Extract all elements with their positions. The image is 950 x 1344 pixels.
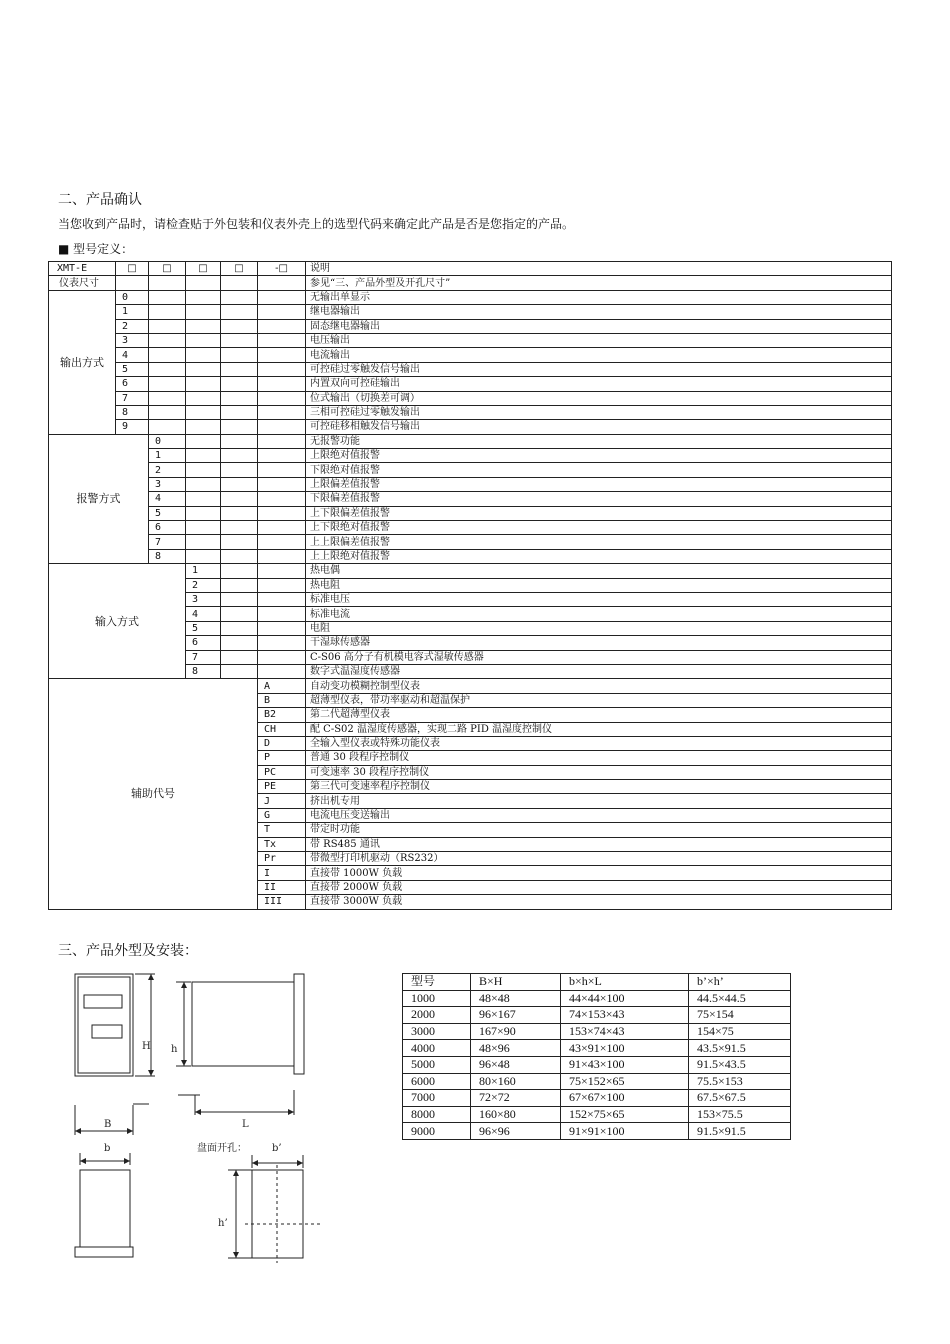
- empty-cell: [258, 449, 306, 463]
- code-cell: I: [258, 866, 306, 880]
- display-window-lower: [92, 1025, 122, 1038]
- code-cell: 3: [116, 333, 149, 347]
- empty-cell: [258, 636, 306, 650]
- label-b-prime: b’: [272, 1143, 282, 1154]
- empty-cell: [186, 549, 221, 563]
- empty-cell: [186, 492, 221, 506]
- dim-header-row: [403, 974, 791, 991]
- empty-cell: [186, 391, 221, 405]
- dim-cell: 44×44×100: [561, 990, 689, 1007]
- dim-cell: 2000: [403, 1007, 471, 1024]
- empty-cell: [149, 290, 186, 304]
- code-cell: Tx: [258, 837, 306, 851]
- model-definition-label: ■ 型号定义：: [58, 242, 134, 256]
- empty-cell: [258, 333, 306, 347]
- desc-cell: 数字式温湿度传感器: [306, 664, 892, 678]
- dim-cell: 91×43×100: [561, 1056, 689, 1073]
- code-cell: 3: [149, 477, 186, 491]
- dim-cell: 80×160: [471, 1073, 561, 1090]
- section2-heading: 二、产品确认: [58, 192, 142, 208]
- dim-row: [403, 1090, 791, 1107]
- code-cell: 3: [186, 592, 221, 606]
- code-cell: II: [258, 880, 306, 894]
- code-cell: 8: [186, 664, 221, 678]
- empty-cell: [258, 463, 306, 477]
- group-label: 报警方式: [49, 434, 149, 564]
- dim-cell: 75×154: [689, 1007, 791, 1024]
- code-cell: 1: [186, 564, 221, 578]
- code-cell: 8: [116, 405, 149, 419]
- empty-cell: [186, 521, 221, 535]
- header-row: [49, 262, 892, 276]
- label-cutout: 盘面开孔：: [197, 1143, 247, 1154]
- code-cell: PE: [258, 780, 306, 794]
- empty-cell: [221, 521, 258, 535]
- empty-cell: [186, 506, 221, 520]
- desc-cell: 电流电压变送输出: [306, 808, 892, 822]
- dim-cell: 153×74×43: [561, 1023, 689, 1040]
- empty-cell: [221, 333, 258, 347]
- code-cell: 4: [116, 348, 149, 362]
- empty-cell: [149, 333, 186, 347]
- desc-cell: 普通 30 段程序控制仪: [306, 751, 892, 765]
- empty-cell: [221, 578, 258, 592]
- code-cell: 1: [149, 449, 186, 463]
- code-cell: G: [258, 808, 306, 822]
- desc-cell: 固态继电器输出: [306, 319, 892, 333]
- desc-cell: 带定时功能: [306, 823, 892, 837]
- empty-cell: [258, 377, 306, 391]
- label-B: B: [104, 1119, 112, 1130]
- code-cell: 7: [149, 535, 186, 549]
- desc-cell: 超薄型仪表，带功率驱动和超温保护: [306, 693, 892, 707]
- empty-cell: [221, 305, 258, 319]
- empty-cell: [258, 434, 306, 448]
- empty-cell: [221, 362, 258, 376]
- desc-cell: 上限偏差值报警: [306, 477, 892, 491]
- code-cell: 6: [116, 377, 149, 391]
- table-row: [49, 319, 892, 333]
- mounting-diagram: [60, 965, 330, 1265]
- empty-cell: [258, 535, 306, 549]
- dim-cell: 160×80: [471, 1106, 561, 1123]
- empty-cell: [221, 405, 258, 419]
- empty-cell: [221, 348, 258, 362]
- code-cell: B2: [258, 708, 306, 722]
- code-cell: D: [258, 736, 306, 750]
- empty-cell: [221, 319, 258, 333]
- code-cell: A: [258, 679, 306, 693]
- dim-cell: 6000: [403, 1073, 471, 1090]
- dim-header-cell: b×h×L: [561, 974, 689, 991]
- dim-cell: 91×91×100: [561, 1123, 689, 1140]
- size-row: [49, 276, 892, 290]
- code-cell: 1: [116, 305, 149, 319]
- dim-cell: 152×75×65: [561, 1106, 689, 1123]
- empty-cell: [186, 405, 221, 419]
- desc-cell: 下限绝对值报警: [306, 463, 892, 477]
- dim-cell: 43×91×100: [561, 1040, 689, 1057]
- empty-cell: [258, 319, 306, 333]
- empty-cell: [116, 276, 149, 290]
- desc-cell: 热电偶: [306, 564, 892, 578]
- empty-cell: [186, 477, 221, 491]
- empty-cell: [221, 535, 258, 549]
- group-label: 输出方式: [49, 290, 116, 434]
- dim-header-cell: b’×h’: [689, 974, 791, 991]
- table-row: [49, 434, 892, 448]
- desc-cell: C-S06 高分子有机模电容式湿敏传感器: [306, 650, 892, 664]
- dim-cell: 75×152×65: [561, 1073, 689, 1090]
- desc-cell: 标准电流: [306, 607, 892, 621]
- empty-cell: [221, 434, 258, 448]
- empty-cell: [221, 650, 258, 664]
- dim-cell: 5000: [403, 1056, 471, 1073]
- empty-cell: [149, 276, 186, 290]
- empty-cell: [258, 305, 306, 319]
- desc-cell: 无报警功能: [306, 434, 892, 448]
- dim-row: [403, 1023, 791, 1040]
- desc-cell: 上限绝对值报警: [306, 449, 892, 463]
- empty-cell: [258, 664, 306, 678]
- desc-cell: 可控硅移相触发信号输出: [306, 420, 892, 434]
- empty-cell: [221, 492, 258, 506]
- dim-cell: 1000: [403, 990, 471, 1007]
- empty-cell: [186, 276, 221, 290]
- display-window-upper: [84, 995, 122, 1008]
- code-cell: 5: [149, 506, 186, 520]
- empty-cell: [149, 362, 186, 376]
- group-label: 输入方式: [49, 564, 186, 679]
- desc-cell: 标准电压: [306, 592, 892, 606]
- table-row: [49, 535, 892, 549]
- empty-cell: [186, 420, 221, 434]
- desc-cell: 无输出单显示: [306, 290, 892, 304]
- header-cell: □: [116, 262, 149, 276]
- dim-row: [403, 1007, 791, 1024]
- dim-cell: 96×167: [471, 1007, 561, 1024]
- table-row: [49, 564, 892, 578]
- label-L: L: [242, 1119, 249, 1130]
- empty-cell: [221, 621, 258, 635]
- dim-cell: 154×75: [689, 1023, 791, 1040]
- dim-cell: 67×67×100: [561, 1090, 689, 1107]
- empty-cell: [221, 564, 258, 578]
- desc-cell: 下限偏差值报警: [306, 492, 892, 506]
- dim-cell: 91.5×91.5: [689, 1123, 791, 1140]
- empty-cell: [221, 549, 258, 563]
- dim-cell: 96×96: [471, 1123, 561, 1140]
- rear-body-outline: [80, 1170, 130, 1247]
- desc-cell: 第二代超薄型仪表: [306, 708, 892, 722]
- code-cell: Pr: [258, 852, 306, 866]
- empty-cell: [186, 348, 221, 362]
- table-row: [49, 290, 892, 304]
- desc-cell: 干湿球传感器: [306, 636, 892, 650]
- desc-cell: 上下限偏差值报警: [306, 506, 892, 520]
- code-cell: PC: [258, 765, 306, 779]
- desc-cell: 热电阻: [306, 578, 892, 592]
- empty-cell: [221, 449, 258, 463]
- dim-row: [403, 1123, 791, 1140]
- desc-cell: 继电器输出: [306, 305, 892, 319]
- code-cell: 0: [149, 434, 186, 448]
- empty-cell: [258, 578, 306, 592]
- empty-cell: [258, 492, 306, 506]
- header-cell: □: [221, 262, 258, 276]
- empty-cell: [258, 477, 306, 491]
- empty-cell: [258, 276, 306, 290]
- dim-cell: 4000: [403, 1040, 471, 1057]
- dim-cell: 8000: [403, 1106, 471, 1123]
- table-row: [49, 305, 892, 319]
- code-cell: 0: [116, 290, 149, 304]
- dim-cell: 96×48: [471, 1056, 561, 1073]
- empty-cell: [258, 607, 306, 621]
- table-row: [49, 521, 892, 535]
- size-desc: 参见“三、产品外型及开孔尺寸”: [306, 276, 892, 290]
- desc-cell: 三相可控硅过零触发输出: [306, 405, 892, 419]
- empty-cell: [221, 607, 258, 621]
- side-body-outline: [192, 982, 294, 1066]
- code-cell: 6: [186, 636, 221, 650]
- label-h: h: [171, 1044, 178, 1055]
- dim-cell: 72×72: [471, 1090, 561, 1107]
- table-row: [49, 506, 892, 520]
- empty-cell: [221, 276, 258, 290]
- code-cell: 5: [116, 362, 149, 376]
- label-b: b: [104, 1143, 111, 1154]
- empty-cell: [149, 348, 186, 362]
- dim-row: [403, 1056, 791, 1073]
- desc-cell: 第三代可变速率程序控制仪: [306, 780, 892, 794]
- dim-cell: 74×153×43: [561, 1007, 689, 1024]
- dim-row: [403, 1106, 791, 1123]
- desc-cell: 自动变功模糊控制型仪表: [306, 679, 892, 693]
- empty-cell: [186, 319, 221, 333]
- empty-cell: [186, 449, 221, 463]
- section2-intro: 当您收到产品时，请检查贴于外包装和仪表外壳上的选型代码来确定此产品是否是您指定的产品。: [58, 217, 575, 231]
- desc-cell: 直接带 3000W 负载: [306, 895, 892, 909]
- dim-header-cell: B×H: [471, 974, 561, 991]
- dimension-table: [402, 973, 791, 1140]
- code-cell: 4: [186, 607, 221, 621]
- empty-cell: [186, 362, 221, 376]
- empty-cell: [149, 391, 186, 405]
- empty-cell: [258, 521, 306, 535]
- code-cell: J: [258, 794, 306, 808]
- empty-cell: [258, 290, 306, 304]
- table-row: [49, 333, 892, 347]
- empty-cell: [149, 319, 186, 333]
- desc-cell: 内置双向可控硅输出: [306, 377, 892, 391]
- dim-row: [403, 1073, 791, 1090]
- table-row: [49, 348, 892, 362]
- code-cell: 7: [116, 391, 149, 405]
- empty-cell: [149, 405, 186, 419]
- model-code-table: [48, 261, 892, 910]
- empty-cell: [258, 506, 306, 520]
- dim-cell: 167×90: [471, 1023, 561, 1040]
- desc-cell: 挤出机专用: [306, 794, 892, 808]
- code-cell: P: [258, 751, 306, 765]
- empty-cell: [258, 621, 306, 635]
- dim-row: [403, 1040, 791, 1057]
- empty-cell: [186, 333, 221, 347]
- dim-cell: 44.5×44.5: [689, 990, 791, 1007]
- desc-cell: 直接带 1000W 负载: [306, 866, 892, 880]
- desc-cell: 上下限绝对值报警: [306, 521, 892, 535]
- empty-cell: [186, 535, 221, 549]
- rear-bezel: [75, 1247, 133, 1257]
- size-label: 仪表尺寸: [49, 276, 116, 290]
- empty-cell: [149, 305, 186, 319]
- table-row: [49, 391, 892, 405]
- empty-cell: [258, 564, 306, 578]
- desc-cell: 带微型打印机驱动（RS232）: [306, 852, 892, 866]
- desc-cell: 带 RS485 通讯: [306, 837, 892, 851]
- dim-row: [403, 990, 791, 1007]
- empty-cell: [258, 405, 306, 419]
- dim-cell: 43.5×91.5: [689, 1040, 791, 1057]
- desc-cell: 直接带 2000W 负载: [306, 880, 892, 894]
- table-row: [49, 463, 892, 477]
- empty-cell: [149, 420, 186, 434]
- label-h-prime: h’: [218, 1218, 228, 1229]
- empty-cell: [186, 305, 221, 319]
- table-row: [49, 477, 892, 491]
- desc-cell: 可变速率 30 段程序控制仪: [306, 765, 892, 779]
- empty-cell: [258, 592, 306, 606]
- desc-cell: 位式输出（切换差可调）: [306, 391, 892, 405]
- header-cell: -□: [258, 262, 306, 276]
- code-cell: 7: [186, 650, 221, 664]
- desc-cell: 上上限偏差值报警: [306, 535, 892, 549]
- header-cell: □: [149, 262, 186, 276]
- code-cell: 4: [149, 492, 186, 506]
- table-row: [49, 420, 892, 434]
- empty-cell: [221, 636, 258, 650]
- code-cell: 8: [149, 549, 186, 563]
- code-cell: T: [258, 823, 306, 837]
- header-cell: □: [186, 262, 221, 276]
- group-label: 辅助代号: [49, 679, 258, 909]
- label-H: H: [142, 1041, 151, 1052]
- dim-cell: 153×75.5: [689, 1106, 791, 1123]
- empty-cell: [186, 463, 221, 477]
- empty-cell: [149, 377, 186, 391]
- dim-cell: 7000: [403, 1090, 471, 1107]
- empty-cell: [258, 362, 306, 376]
- code-cell: 2: [149, 463, 186, 477]
- empty-cell: [221, 477, 258, 491]
- header-cell: 说明: [306, 262, 892, 276]
- empty-cell: [221, 377, 258, 391]
- empty-cell: [221, 290, 258, 304]
- code-cell: B: [258, 693, 306, 707]
- code-cell: III: [258, 895, 306, 909]
- dim-cell: 9000: [403, 1123, 471, 1140]
- empty-cell: [186, 290, 221, 304]
- dim-cell: 91.5×43.5: [689, 1056, 791, 1073]
- desc-cell: 可控硅过零触发信号输出: [306, 362, 892, 376]
- empty-cell: [221, 664, 258, 678]
- dim-cell: 67.5×67.5: [689, 1090, 791, 1107]
- header-cell: XMT-E: [49, 262, 116, 276]
- table-row: [49, 679, 892, 693]
- code-cell: 5: [186, 621, 221, 635]
- desc-cell: 上上限绝对值报警: [306, 549, 892, 563]
- empty-cell: [221, 506, 258, 520]
- table-row: [49, 492, 892, 506]
- code-cell: 6: [149, 521, 186, 535]
- empty-cell: [258, 420, 306, 434]
- desc-cell: 电压输出: [306, 333, 892, 347]
- empty-cell: [258, 348, 306, 362]
- dim-cell: 48×96: [471, 1040, 561, 1057]
- empty-cell: [186, 434, 221, 448]
- code-cell: 9: [116, 420, 149, 434]
- table-row: [49, 549, 892, 563]
- dim-cell: 75.5×153: [689, 1073, 791, 1090]
- empty-cell: [186, 377, 221, 391]
- code-cell: 2: [186, 578, 221, 592]
- empty-cell: [258, 391, 306, 405]
- table-row: [49, 449, 892, 463]
- desc-cell: 电流输出: [306, 348, 892, 362]
- empty-cell: [221, 463, 258, 477]
- desc-cell: 电阻: [306, 621, 892, 635]
- table-row: [49, 362, 892, 376]
- code-cell: 2: [116, 319, 149, 333]
- desc-cell: 配 C-S02 温湿度传感器，实现二路 PID 温湿度控制仪: [306, 722, 892, 736]
- empty-cell: [221, 592, 258, 606]
- table-row: [49, 377, 892, 391]
- desc-cell: 全输入型仪表或特殊功能仪表: [306, 736, 892, 750]
- dim-cell: 3000: [403, 1023, 471, 1040]
- empty-cell: [221, 420, 258, 434]
- code-cell: CH: [258, 722, 306, 736]
- section3-heading: 三、产品外型及安装：: [58, 943, 198, 959]
- table-row: [49, 405, 892, 419]
- empty-cell: [221, 391, 258, 405]
- empty-cell: [258, 650, 306, 664]
- empty-cell: [258, 549, 306, 563]
- side-bezel: [294, 974, 304, 1074]
- dim-cell: 48×48: [471, 990, 561, 1007]
- dim-header-cell: 型号: [403, 974, 471, 991]
